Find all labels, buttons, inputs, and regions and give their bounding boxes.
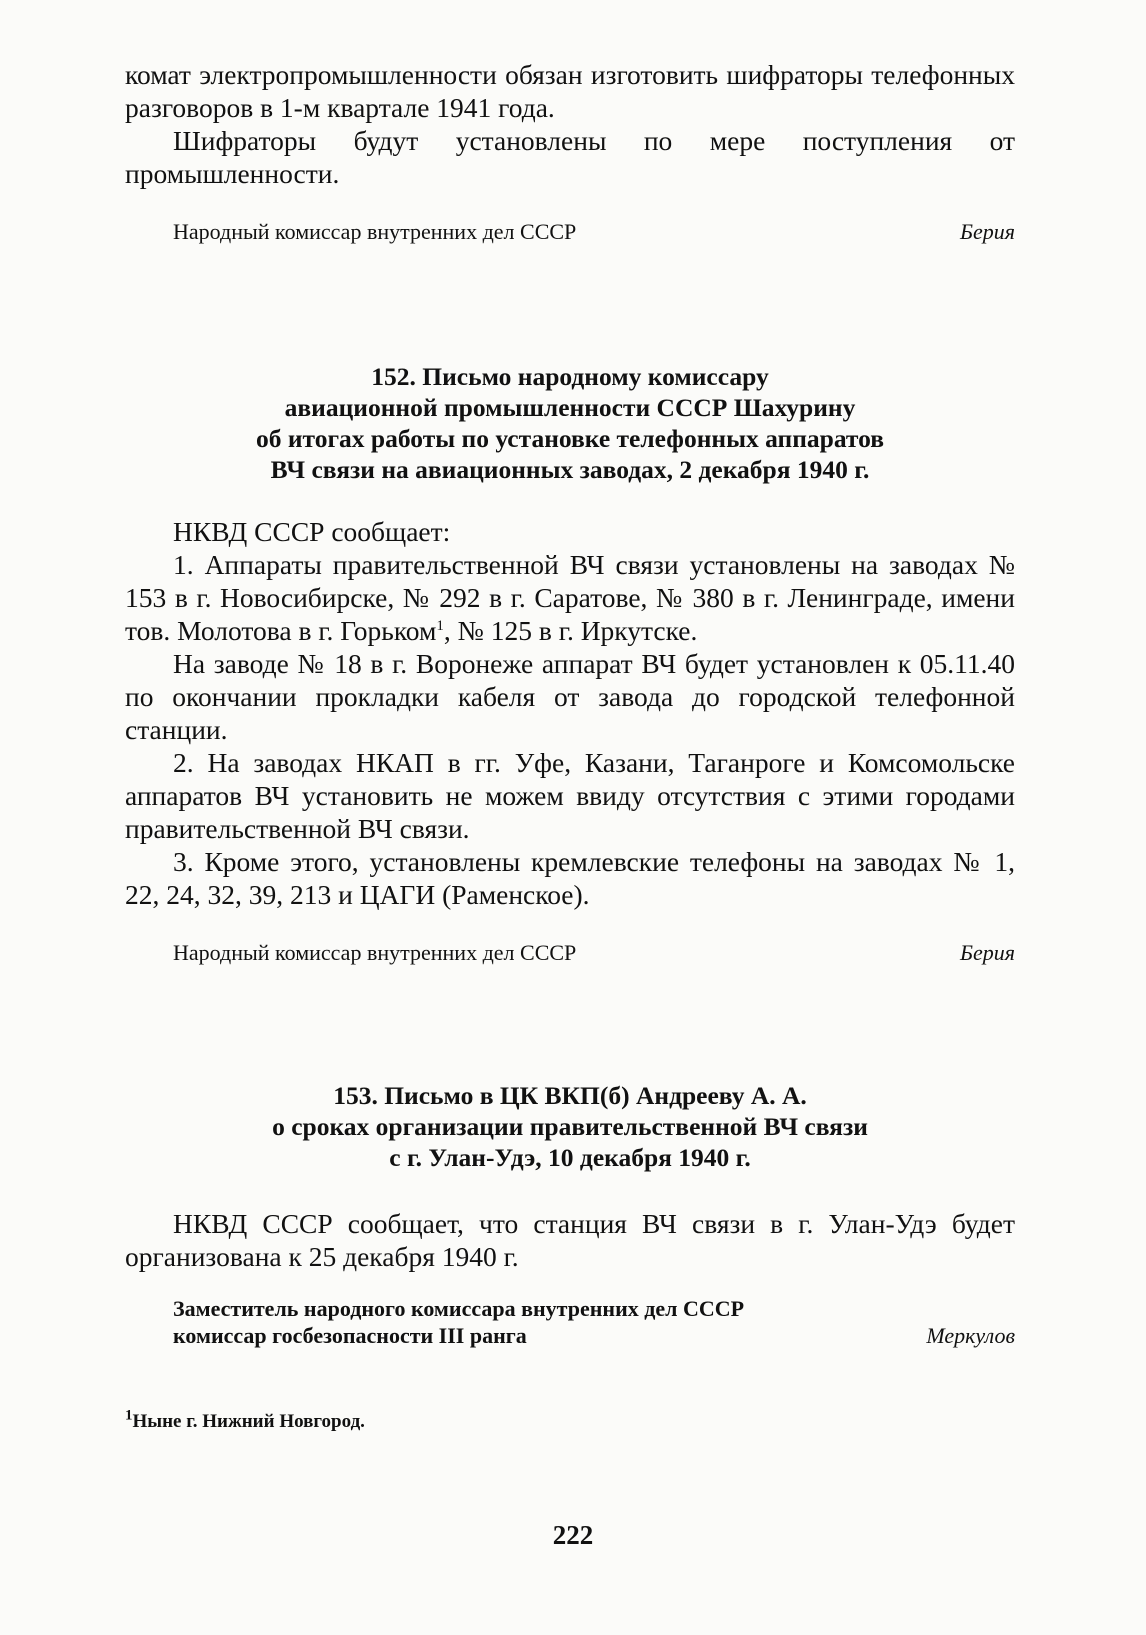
continuation-paragraph-1: комат электропромышленности обязан изготовить шифраторы телефонных разговоров в 1-м квартале 1941 года. (125, 59, 1015, 123)
footnote-text: Ныне г. Нижний Новгород. (132, 1411, 365, 1432)
doc152-paragraph-5: 3. Кроме этого, установлены кремлевские телефоны на заводах № 1, 22, 24, 32, 39, 213 и ЦАГИ (Раменское). (125, 846, 1015, 910)
signature-1-title: Народный комиссар внутренних дел СССР (173, 219, 577, 244)
signature-3-title-line-1: Заместитель народного комиссара внутренних дел СССР (173, 1296, 745, 1321)
doc152-paragraph-4: 2. На заводах НКАП в гг. Уфе, Казани, Таганроге и Комсомольске аппаратов ВЧ установить не можем ввиду отсутствия с этими городами правительственной ВЧ связи. (125, 747, 1015, 844)
signature-3 (125, 1295, 1015, 1350)
doc152-heading-line-2: авиационной промышленности СССР Шахурину (284, 393, 856, 422)
signature-1 (173, 218, 1015, 246)
doc152-heading-line-4: ВЧ связи на авиационных заводах, 2 декабря 1940 г. (270, 455, 870, 484)
footnote-mark: 1 (125, 1407, 133, 1424)
page-content (125, 58, 1015, 1434)
doc152-heading-line-3: об итогах работы по установке телефонных аппаратов (255, 424, 885, 453)
document-153-body (125, 1207, 1015, 1273)
doc152-paragraph-3: На заводе № 18 в г. Воронеже аппарат ВЧ будет установлен к 05.11.40 по окончании прокладки кабеля от завода до городской телефонной станции. (125, 648, 1015, 745)
document-153-heading (125, 1080, 1015, 1173)
doc152-paragraph-1: НКВД СССР сообщает: (173, 516, 451, 547)
signature-2 (173, 939, 1015, 967)
footnote-reference: 1 (436, 617, 444, 634)
footnote (125, 1407, 1015, 1434)
doc152-heading-line-1: 152. Письмо народному комиссару (371, 362, 769, 391)
doc153-heading-line-1: 153. Письмо в ЦК ВКП(б) Андрееву А. А. (333, 1081, 807, 1110)
signature-1-name: Берия (960, 219, 1015, 244)
signature-3-row (173, 1322, 1015, 1350)
doc152-paragraph-2-tail: , № 125 в г. Иркутске. (443, 615, 698, 646)
document-152-heading (125, 361, 1015, 485)
continuation-paragraph-2: Шифраторы будут установлены по мере поступления от промышленности. (125, 125, 1015, 189)
doc153-heading-line-3: с г. Улан-Удэ, 10 декабря 1940 г. (389, 1143, 751, 1172)
signature-3-name: Меркулов (926, 1323, 1015, 1348)
signature-3-title-line-2: комиссар госбезопасности III ранга (173, 1323, 527, 1348)
page-number: 222 (552, 1520, 594, 1550)
signature-2-name: Берия (960, 940, 1015, 965)
document-152-body (125, 515, 1015, 911)
doc153-paragraph-1: НКВД СССР сообщает, что станция ВЧ связи в г. Улан-Удэ будет организована к 25 декабря 1940 г. (125, 1208, 1015, 1272)
signature-2-title: Народный комиссар внутренних дел СССР (173, 940, 577, 965)
doc152-paragraph-2-text: 1. Аппараты правительственной ВЧ связи установлены на заводах № 153 в г. Новосибирске, № 292 в г. Саратове, № 380 в г. Ленинграде, имени тов. Молотова в г. Горьком (125, 549, 1015, 646)
doc152-paragraph-2 (125, 548, 1015, 647)
doc153-heading-line-2: о сроках организации правительственной ВЧ связи (272, 1112, 868, 1141)
